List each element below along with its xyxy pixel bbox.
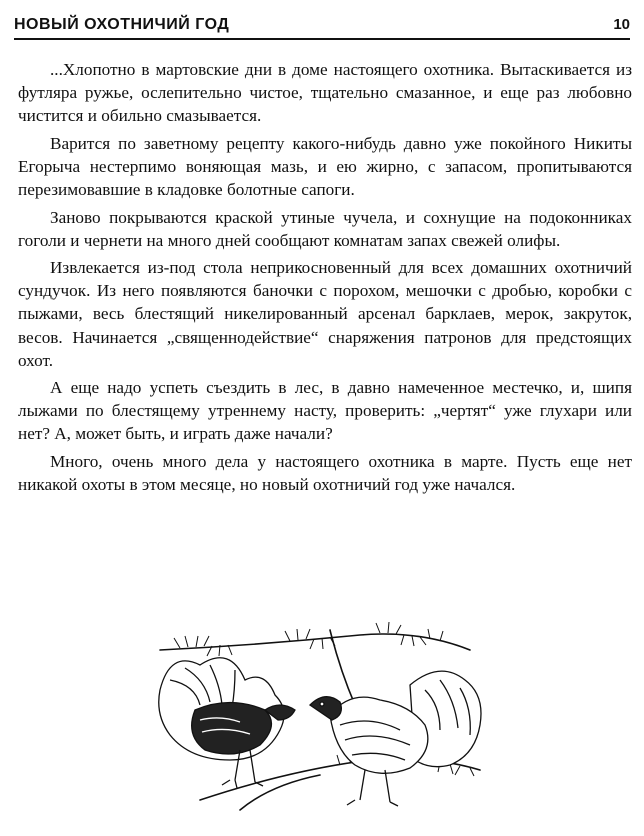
running-title: НОВЫЙ ОХОТНИЧИЙ ГОД	[14, 16, 230, 33]
capercaillie-illustration	[140, 610, 500, 825]
paragraph: Заново покрываются краской утиные чучела, и сохнущие на подоконниках гоголи и чернети на много дней сообщают комнатам запах свежей олифы.	[18, 207, 632, 250]
page-number: 10	[613, 16, 630, 33]
right-capercaillie	[310, 671, 481, 806]
paragraph: ...Хлопотно в мартовские дни в доме настоящего охотника. Вытаскивается из футляра ружье, ослепительно чистое, тщательно смазанное, и еще раз любовно чистится и обильно смазывается.	[18, 60, 632, 126]
paragraph: А еще надо успеть съездить в лес, в давно намеченное местечко, и, шипя лыжами по блестящему утреннему насту, проверить: „чертят“ уже глухари или нет? А, может быть, и играть даже начали?	[18, 378, 632, 444]
body-text	[18, 58, 632, 501]
paragraph: Много, очень много дела у настоящего охотника в марте. Пусть еще нет никакой охоты в этом месяце, но новый охотничий год уже начался.	[18, 452, 632, 495]
paragraph: Варится по заветному рецепту какого-нибудь давно уже покойного Никиты Егорыча нестерпимо воняющая мазь, и ею жирно, с запасом, пропитываются перезимовавшие в кладовке болотные сапоги.	[18, 133, 632, 199]
capercaillie-drawing	[140, 610, 500, 825]
paragraph: Извлекается из-под стола неприкосновенный для всех домашних охотничий сундучок. Из него появляются баночки с порохом, мешочки с дробью, коробки с пыжами, весь блестящий никелированный арсенал барклаев, мерок, закруток, весов. Начинается „священнодействие“ снаряжения патронов для предстоящих охот.	[18, 258, 632, 370]
left-capercaillie	[159, 658, 295, 788]
page-header	[14, 14, 630, 40]
